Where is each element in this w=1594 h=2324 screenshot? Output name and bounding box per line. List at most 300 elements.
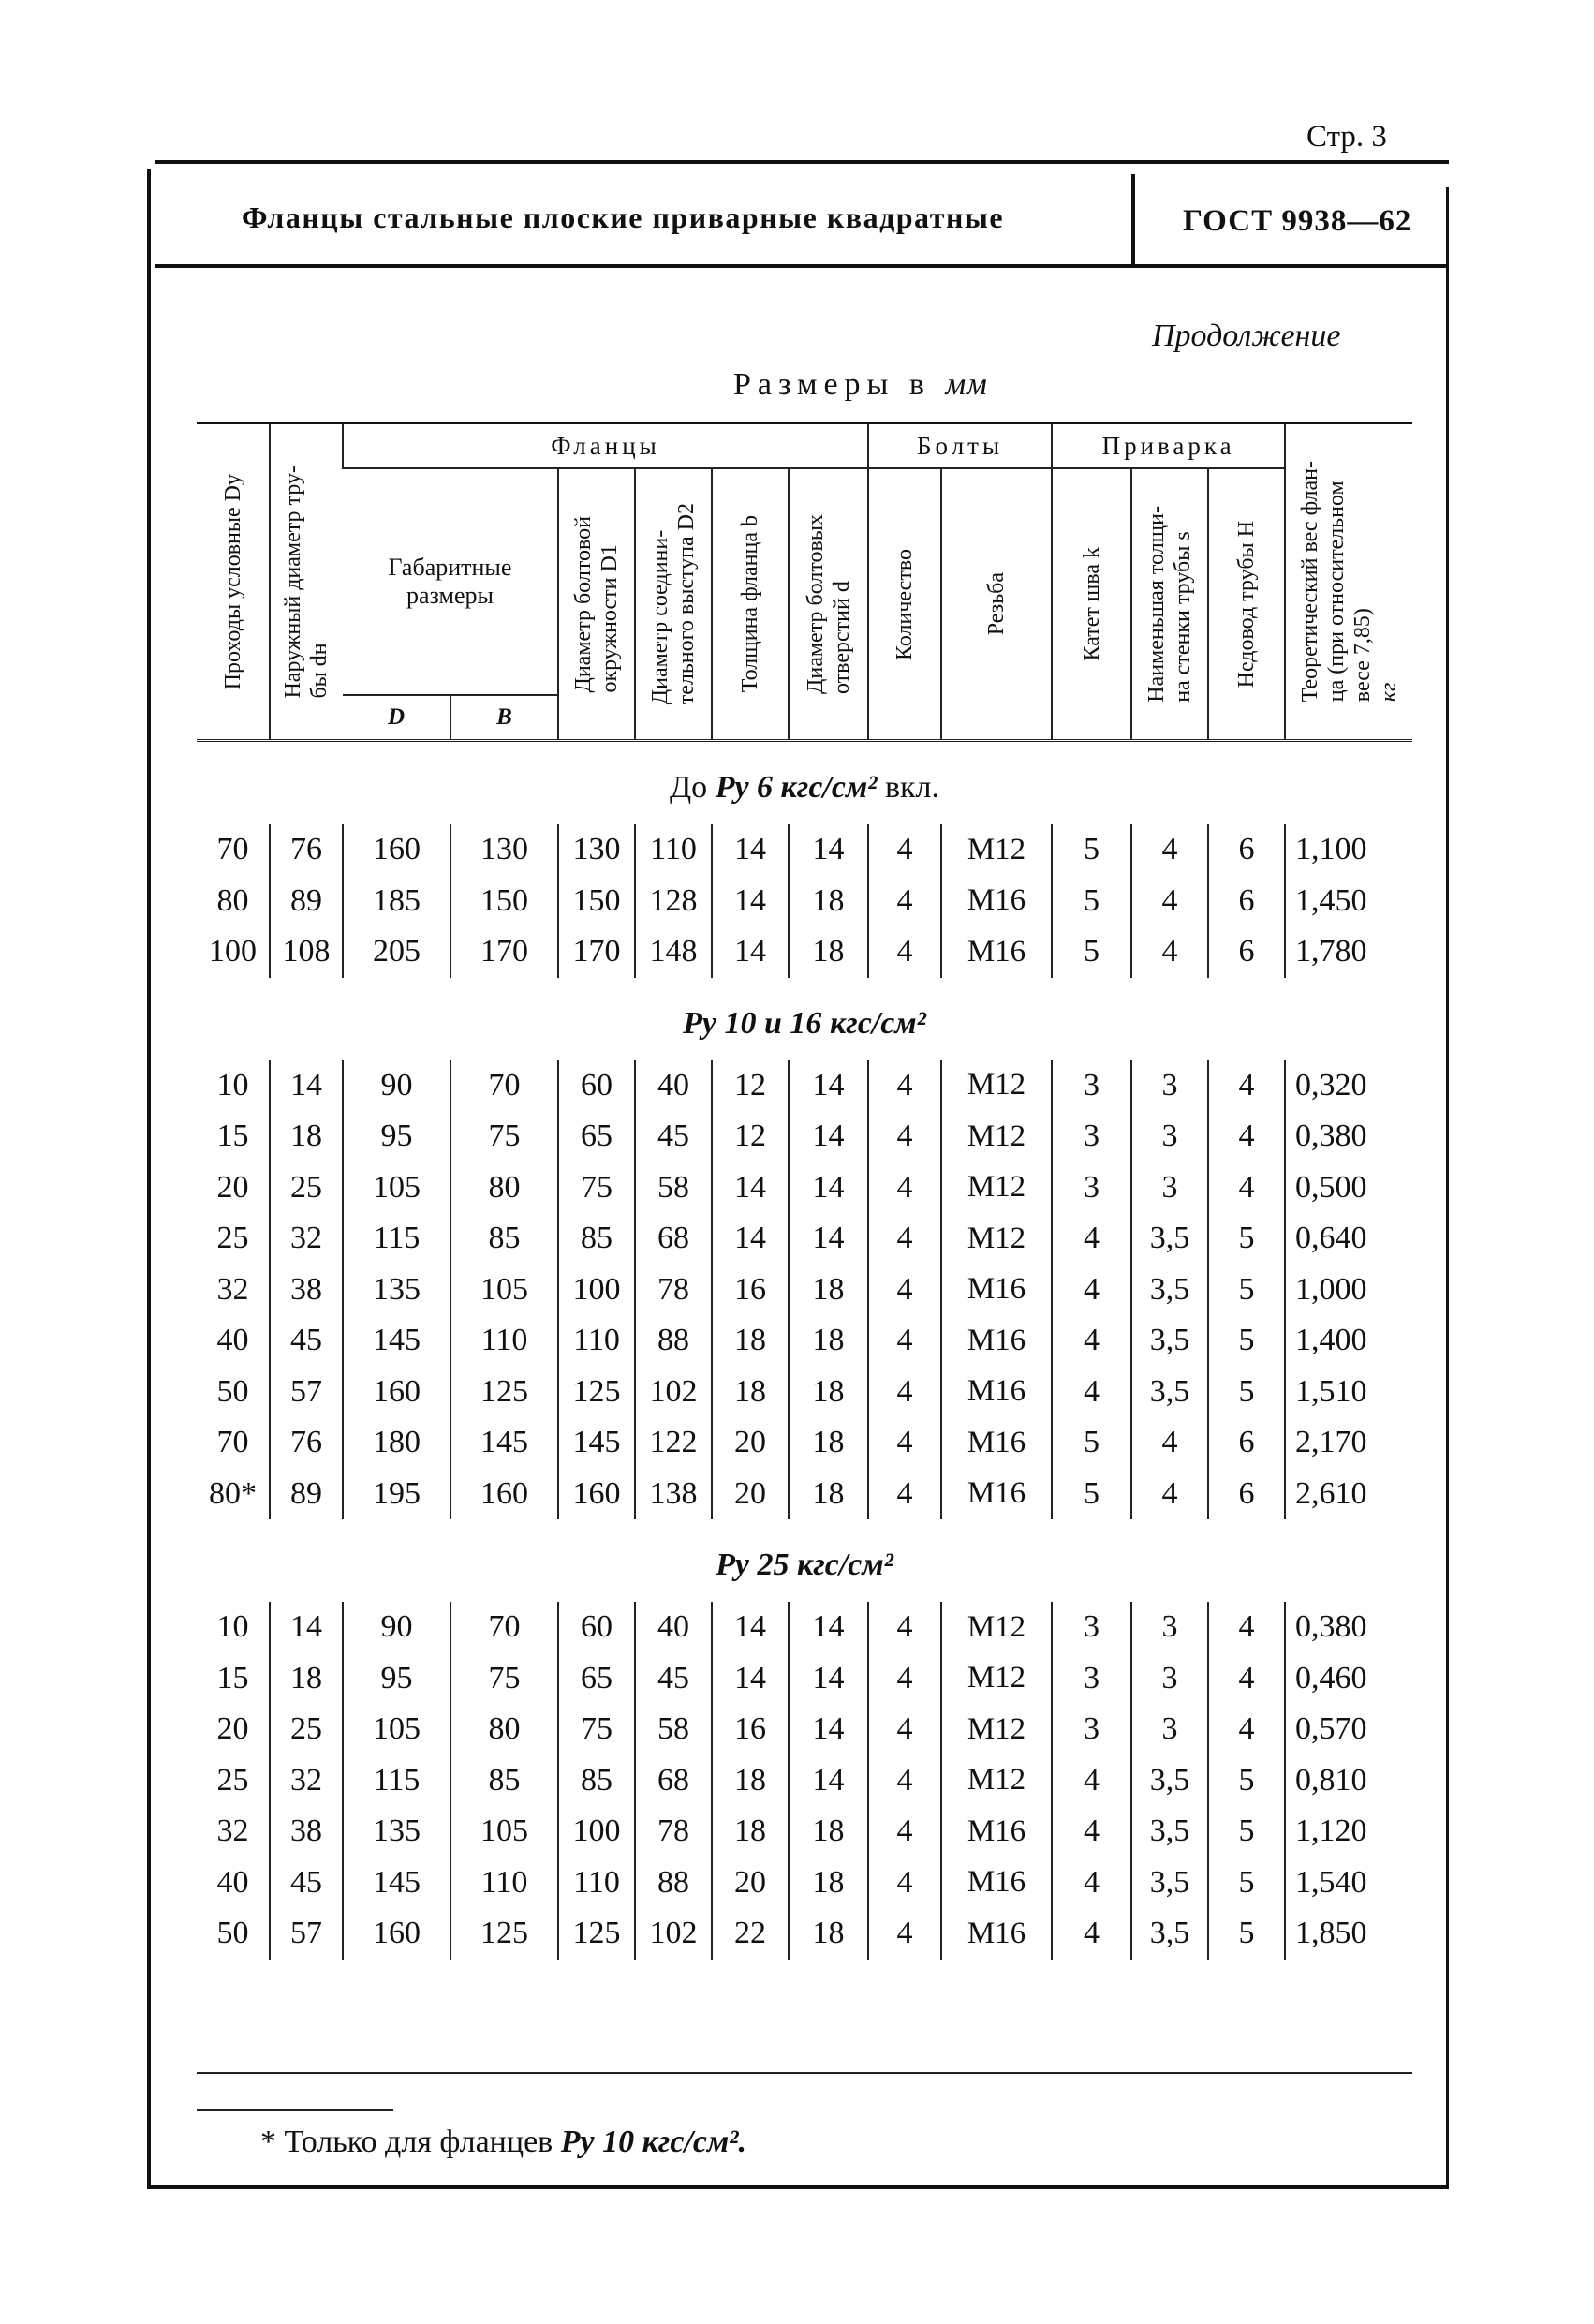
table-cell: 3 — [1131, 1111, 1208, 1162]
table-cell: М12 — [941, 1653, 1052, 1705]
table-cell: 6 — [1208, 1417, 1285, 1469]
page-frame-left — [147, 169, 151, 2187]
table-cell: 135 — [343, 1265, 450, 1316]
table-row — [197, 1908, 1412, 1960]
table-cell: 4 — [868, 1162, 941, 1214]
table-row — [197, 1367, 1412, 1418]
table-cell: 25 — [216, 1762, 249, 1798]
table-cell: 18 — [789, 876, 868, 927]
table-cell: 70 — [216, 832, 249, 867]
table-cell: 85 — [450, 1213, 558, 1265]
table-cell: 14 — [789, 1060, 868, 1112]
table-cell: 70 — [450, 1060, 558, 1112]
table-row — [197, 1213, 1412, 1265]
table-cell: 14 — [270, 1602, 343, 1653]
table-cell: 18 — [270, 1653, 343, 1705]
table-cell: 2,170 — [1285, 1417, 1412, 1469]
table-cell: 0,380 — [1285, 1111, 1412, 1162]
table-cell: 95 — [343, 1653, 450, 1705]
table-cell: 128 — [635, 876, 712, 927]
table-cell: М16 — [941, 1908, 1052, 1960]
table-cell: 4 — [868, 1653, 941, 1705]
table-cell: 105 — [450, 1806, 558, 1858]
table-cell: 18 — [789, 1265, 868, 1316]
table-cell: 4 — [1131, 1469, 1208, 1520]
table-row — [197, 1469, 1412, 1520]
table-cell: 4 — [868, 1111, 941, 1162]
table-cell: 75 — [450, 1653, 558, 1705]
table-cell: 160 — [343, 1908, 450, 1960]
table-cell: 75 — [558, 1162, 635, 1214]
table-cell: 148 — [635, 926, 712, 978]
header-dn — [270, 423, 343, 741]
table-cell: 0,640 — [1285, 1213, 1412, 1265]
table-cell: 22 — [712, 1908, 789, 1960]
table-cell: 18 — [789, 926, 868, 978]
table-cell: 4 — [1052, 1908, 1131, 1960]
table-cell: 6 — [1208, 876, 1285, 927]
table-cell: 0,380 — [1285, 1602, 1412, 1653]
header-h: Недовод трубы H — [1208, 468, 1285, 741]
table-cell: 105 — [343, 1704, 450, 1755]
table-cell: 5 — [1208, 1806, 1285, 1858]
table-cell: 4 — [868, 926, 941, 978]
table-row — [197, 824, 1412, 876]
table-cell: 14 — [712, 824, 789, 876]
table-cell: 3,5 — [1131, 1315, 1208, 1367]
table-cell: 4 — [868, 1315, 941, 1367]
table-cell: 4 — [1131, 926, 1208, 978]
table-cell: 3 — [1131, 1060, 1208, 1112]
table-cell: 88 — [635, 1858, 712, 1909]
table-row — [197, 1417, 1412, 1469]
section-title: До Pу 6 кгс/см² вкл. — [669, 770, 939, 805]
table-cell: 100 — [209, 934, 257, 970]
table-cell: 75 — [558, 1704, 635, 1755]
table-cell: 18 — [789, 1806, 868, 1858]
table-cell: 12 — [712, 1111, 789, 1162]
table-cell: 4 — [1208, 1162, 1285, 1214]
table-cell: 5 — [1052, 824, 1131, 876]
header-thread: Резьба — [941, 468, 1052, 741]
table-cell: 18 — [789, 1858, 868, 1909]
table-row — [197, 926, 1412, 978]
table-cell: 14 — [712, 1213, 789, 1265]
table-cell: 1,450 — [1285, 876, 1412, 927]
table-row — [197, 1653, 1412, 1705]
table-cell: 18 — [270, 1111, 343, 1162]
table-cell: 25 — [270, 1704, 343, 1755]
table-cell: 90 — [343, 1060, 450, 1112]
table-cell: 4 — [1208, 1602, 1285, 1653]
table-cell: 14 — [789, 824, 868, 876]
table-cell: 150 — [558, 876, 635, 927]
footnote: * Только для фланцев Pу 10 кгс/см². — [260, 2124, 746, 2159]
table-cell: М16 — [941, 1469, 1052, 1520]
table-cell: 160 — [343, 824, 450, 876]
table-cell: 25 — [270, 1162, 343, 1214]
table-cell: 58 — [635, 1162, 712, 1214]
footnote-rule — [197, 2109, 393, 2111]
table-row — [197, 1858, 1412, 1909]
table-cell: 4 — [1131, 824, 1208, 876]
section-table — [197, 824, 1412, 978]
table-cell: 170 — [558, 926, 635, 978]
header-d: Диаметр болтовых отверстий d — [789, 468, 868, 741]
table-cell: 4 — [868, 1060, 941, 1112]
table-cell: 18 — [712, 1806, 789, 1858]
table-cell: 20 — [712, 1417, 789, 1469]
table-cell: 4 — [868, 1806, 941, 1858]
table-cell: 3 — [1131, 1704, 1208, 1755]
table-header — [197, 422, 1412, 742]
table-cell: 75 — [450, 1111, 558, 1162]
table-cell: 40 — [635, 1060, 712, 1112]
table-cell: 3,5 — [1131, 1265, 1208, 1316]
table-cell: 15 — [216, 1118, 249, 1154]
table-cell: 3 — [1131, 1602, 1208, 1653]
section-table — [197, 1602, 1412, 1960]
table-cell: 180 — [343, 1417, 450, 1469]
table-cell: 5 — [1052, 926, 1131, 978]
table-cell: 18 — [789, 1469, 868, 1520]
table-cell: 115 — [343, 1755, 450, 1807]
table-cell: М16 — [941, 1367, 1052, 1418]
table-cell: 38 — [270, 1265, 343, 1316]
table-cell: 195 — [343, 1469, 450, 1520]
table-cell: 3 — [1052, 1704, 1131, 1755]
table-cell: 16 — [712, 1265, 789, 1316]
table-cell: 32 — [270, 1213, 343, 1265]
header-overall-dims-text: Габаритные размеры — [388, 554, 512, 609]
dimensions-unit: мм — [945, 367, 988, 402]
table-cell: 4 — [868, 1704, 941, 1755]
header-b: Толщина фланца b — [712, 468, 789, 741]
table-cell: 20 — [712, 1858, 789, 1909]
table-cell: 105 — [343, 1162, 450, 1214]
table-cell: 80 — [450, 1162, 558, 1214]
table-cell: 20 — [712, 1469, 789, 1520]
table-cell: 70 — [216, 1425, 249, 1460]
table-cell: 45 — [635, 1111, 712, 1162]
table-cell: 4 — [1052, 1806, 1131, 1858]
table-cell: 1,120 — [1285, 1806, 1412, 1858]
header-k: Катет шва k — [1052, 468, 1131, 741]
table-cell: 14 — [789, 1704, 868, 1755]
table-cell: 80 — [216, 882, 249, 918]
header-d2: Диаметр соедини- тельного выступа D2 — [635, 468, 712, 741]
table-cell: 16 — [712, 1704, 789, 1755]
table-cell: 14 — [789, 1213, 868, 1265]
header-group-bolts: Болты — [868, 423, 1052, 469]
table-cell: 40 — [216, 1323, 249, 1358]
table-cell: 14 — [270, 1060, 343, 1112]
table-cell: 3 — [1052, 1653, 1131, 1705]
table-cell: 125 — [558, 1367, 635, 1418]
table-cell: 185 — [343, 876, 450, 927]
table-cell: 2,610 — [1285, 1469, 1412, 1520]
table-cell: 0,320 — [1285, 1060, 1412, 1112]
table-cell: 25 — [216, 1221, 249, 1256]
table-cell: 14 — [712, 1602, 789, 1653]
table-cell: 145 — [558, 1417, 635, 1469]
table-row — [197, 1806, 1412, 1858]
table-cell: 14 — [789, 1653, 868, 1705]
table-cell: 40 — [635, 1602, 712, 1653]
table-cell: 4 — [868, 824, 941, 876]
table-cell: 100 — [558, 1265, 635, 1316]
table-cell: 18 — [712, 1315, 789, 1367]
header-group-flanges: Фланцы — [343, 423, 868, 469]
header-dy — [197, 423, 270, 741]
table-cell: 18 — [789, 1367, 868, 1418]
table-cell: 78 — [635, 1806, 712, 1858]
table-cell: М12 — [941, 1602, 1052, 1653]
section-table — [197, 1060, 1412, 1520]
table-cell: 70 — [450, 1602, 558, 1653]
table-cell: 3 — [1052, 1162, 1131, 1214]
page-frame-bottom — [147, 2185, 1449, 2189]
table-cell: 160 — [343, 1367, 450, 1418]
header-d1: Диаметр болтовой окружности D1 — [558, 468, 635, 741]
table-cell: 14 — [712, 876, 789, 927]
table-cell: 110 — [635, 824, 712, 876]
table-cell: 20 — [216, 1711, 249, 1747]
header-dn-text: Наружный диаметр тру- бы dн — [281, 465, 332, 699]
table-cell: 18 — [789, 1417, 868, 1469]
table-cell: 1,540 — [1285, 1858, 1412, 1909]
table-row — [197, 1704, 1412, 1755]
table-cell: 4 — [1208, 1060, 1285, 1112]
table-cell: М12 — [941, 1111, 1052, 1162]
document-title: Фланцы стальные плоские приварные квадратные — [242, 200, 1005, 234]
table-cell: 125 — [450, 1908, 558, 1960]
table-cell: 5 — [1052, 1417, 1131, 1469]
table-cell: 58 — [635, 1704, 712, 1755]
table-cell: 40 — [216, 1864, 249, 1900]
table-cell: 108 — [270, 926, 343, 978]
table-row — [197, 1162, 1412, 1214]
table-cell: 3,5 — [1131, 1367, 1208, 1418]
header-separator — [1131, 174, 1135, 268]
table-cell: 18 — [712, 1367, 789, 1418]
table-cell: М16 — [941, 926, 1052, 978]
table-cell: 3,5 — [1131, 1755, 1208, 1807]
table-cell: 18 — [712, 1755, 789, 1807]
table-cell: 1,850 — [1285, 1908, 1412, 1960]
table-cell: 80* — [209, 1475, 257, 1511]
section-title: Pу 10 и 16 кгс/см² — [683, 1005, 926, 1041]
table-cell: 160 — [450, 1469, 558, 1520]
table-cell: 5 — [1052, 1469, 1131, 1520]
table-cell: 4 — [1208, 1111, 1285, 1162]
table-cell: 110 — [450, 1315, 558, 1367]
table-cell: 18 — [789, 1315, 868, 1367]
header-top-rule — [155, 160, 1449, 164]
header-bottom-rule — [155, 264, 1449, 268]
table-cell: 10 — [216, 1067, 249, 1103]
table-row — [197, 876, 1412, 927]
table-cell: 125 — [450, 1367, 558, 1418]
table-cell: 45 — [635, 1653, 712, 1705]
table-cell: М12 — [941, 1213, 1052, 1265]
table-cell: 6 — [1208, 824, 1285, 876]
table-cell: 130 — [450, 824, 558, 876]
table-cell: 85 — [558, 1755, 635, 1807]
table-cell: 80 — [450, 1704, 558, 1755]
table-cell: 45 — [270, 1858, 343, 1909]
table-cell: 4 — [1052, 1858, 1131, 1909]
table-cell: 1,400 — [1285, 1315, 1412, 1367]
table-cell: 4 — [868, 1367, 941, 1418]
table-cell: 65 — [558, 1653, 635, 1705]
table-cell: 1,000 — [1285, 1265, 1412, 1316]
table-cell: 4 — [1052, 1213, 1131, 1265]
continuation-label: Продолжение — [1152, 318, 1341, 353]
dimensions-note — [733, 367, 988, 403]
table-cell: 68 — [635, 1213, 712, 1265]
header-group-weld: Приварка — [1052, 423, 1285, 469]
table-cell: М12 — [941, 1755, 1052, 1807]
table-cell: 18 — [789, 1908, 868, 1960]
table-cell: 0,460 — [1285, 1653, 1412, 1705]
table-cell: М12 — [941, 1060, 1052, 1112]
table-cell: 3,5 — [1131, 1806, 1208, 1858]
header-qty: Количество — [868, 468, 941, 741]
table-cell: 3,5 — [1131, 1858, 1208, 1909]
table-cell: 3,5 — [1131, 1213, 1208, 1265]
table-cell: М16 — [941, 1315, 1052, 1367]
table-cell: 4 — [868, 876, 941, 927]
header-s: Наименьшая толщи- на стенки трубы s — [1131, 468, 1208, 741]
dimensions-label: Размеры в — [733, 367, 931, 402]
table-cell: 20 — [216, 1169, 249, 1205]
table-cell: 14 — [712, 1653, 789, 1705]
table-body — [197, 742, 1412, 1960]
table-cell: 65 — [558, 1111, 635, 1162]
table-cell: 32 — [216, 1813, 249, 1849]
table-cell: 4 — [868, 1908, 941, 1960]
header-weight-text: Теоретический вес флан- ца (при относительном весе 7,85) кг — [1297, 461, 1401, 703]
table-cell: 50 — [216, 1916, 249, 1951]
table-cell: 105 — [450, 1265, 558, 1316]
table-cell: М12 — [941, 1162, 1052, 1214]
table-cell: 32 — [216, 1271, 249, 1307]
table-cell: 5 — [1208, 1755, 1285, 1807]
table-cell: 0,810 — [1285, 1755, 1412, 1807]
table-cell: 50 — [216, 1373, 249, 1409]
table-cell: М16 — [941, 876, 1052, 927]
table-cell: 5 — [1052, 876, 1131, 927]
header-dy-text: Проходы условные Dу — [220, 473, 245, 690]
page-frame-right — [1446, 187, 1449, 2187]
table-cell: М16 — [941, 1417, 1052, 1469]
table-cell: 0,500 — [1285, 1162, 1412, 1214]
table-cell: 14 — [789, 1602, 868, 1653]
table-cell: 88 — [635, 1315, 712, 1367]
table-row — [197, 1265, 1412, 1316]
table-cell: 3 — [1052, 1111, 1131, 1162]
table-cell: 1,100 — [1285, 824, 1412, 876]
table-cell: 6 — [1208, 1469, 1285, 1520]
page-number: Стр. 3 — [1306, 120, 1387, 154]
table-cell: 4 — [1208, 1704, 1285, 1755]
flange-table — [197, 422, 1412, 1960]
table-cell: 125 — [558, 1908, 635, 1960]
table-cell: 100 — [558, 1806, 635, 1858]
table-cell: 12 — [712, 1060, 789, 1112]
table-cell: 3,5 — [1131, 1908, 1208, 1960]
table-end-rule — [197, 2072, 1412, 2074]
table-cell: 4 — [868, 1417, 941, 1469]
table-cell: 5 — [1208, 1367, 1285, 1418]
table-cell: 3 — [1131, 1162, 1208, 1214]
table-cell: 85 — [558, 1213, 635, 1265]
table-cell: М16 — [941, 1806, 1052, 1858]
table-cell: 145 — [343, 1858, 450, 1909]
table-cell: 60 — [558, 1060, 635, 1112]
table-cell: 14 — [789, 1755, 868, 1807]
header-overall-dims — [343, 468, 558, 695]
table-cell: 5 — [1208, 1858, 1285, 1909]
table-cell: 85 — [450, 1755, 558, 1807]
table-cell: 1,780 — [1285, 926, 1412, 978]
table-cell: 3 — [1052, 1602, 1131, 1653]
table-cell: 4 — [868, 1755, 941, 1807]
table-cell: 122 — [635, 1417, 712, 1469]
table-cell: 102 — [635, 1908, 712, 1960]
table-cell: 4 — [868, 1602, 941, 1653]
table-cell: 110 — [558, 1858, 635, 1909]
table-cell: 4 — [1208, 1653, 1285, 1705]
table-cell: 138 — [635, 1469, 712, 1520]
table-cell: 3 — [1052, 1060, 1131, 1112]
table-cell: 68 — [635, 1755, 712, 1807]
table-cell: 89 — [270, 1469, 343, 1520]
table-cell: 130 — [558, 824, 635, 876]
table-cell: 78 — [635, 1265, 712, 1316]
table-cell: 4 — [1052, 1755, 1131, 1807]
table-cell: 170 — [450, 926, 558, 978]
table-row — [197, 1060, 1412, 1112]
table-cell: 57 — [270, 1367, 343, 1418]
table-cell: 76 — [270, 1417, 343, 1469]
header-D: D — [343, 695, 450, 741]
table-cell: 45 — [270, 1315, 343, 1367]
table-cell: 4 — [1131, 876, 1208, 927]
table-cell: 1,510 — [1285, 1367, 1412, 1418]
table-cell: 90 — [343, 1602, 450, 1653]
table-cell: 145 — [343, 1315, 450, 1367]
table-cell: 4 — [1131, 1417, 1208, 1469]
table-cell: 14 — [789, 1162, 868, 1214]
table-cell: 76 — [270, 824, 343, 876]
table-cell: 4 — [868, 1213, 941, 1265]
table-cell: 145 — [450, 1417, 558, 1469]
table-cell: 4 — [868, 1858, 941, 1909]
table-cell: 205 — [343, 926, 450, 978]
table-cell: 5 — [1208, 1265, 1285, 1316]
table-cell: 32 — [270, 1755, 343, 1807]
table-cell: 4 — [868, 1469, 941, 1520]
table-cell: 14 — [789, 1111, 868, 1162]
table-cell: 110 — [558, 1315, 635, 1367]
table-row — [197, 1315, 1412, 1367]
table-cell: 102 — [635, 1367, 712, 1418]
table-cell: 110 — [450, 1858, 558, 1909]
table-cell: М16 — [941, 1858, 1052, 1909]
table-cell: 160 — [558, 1469, 635, 1520]
